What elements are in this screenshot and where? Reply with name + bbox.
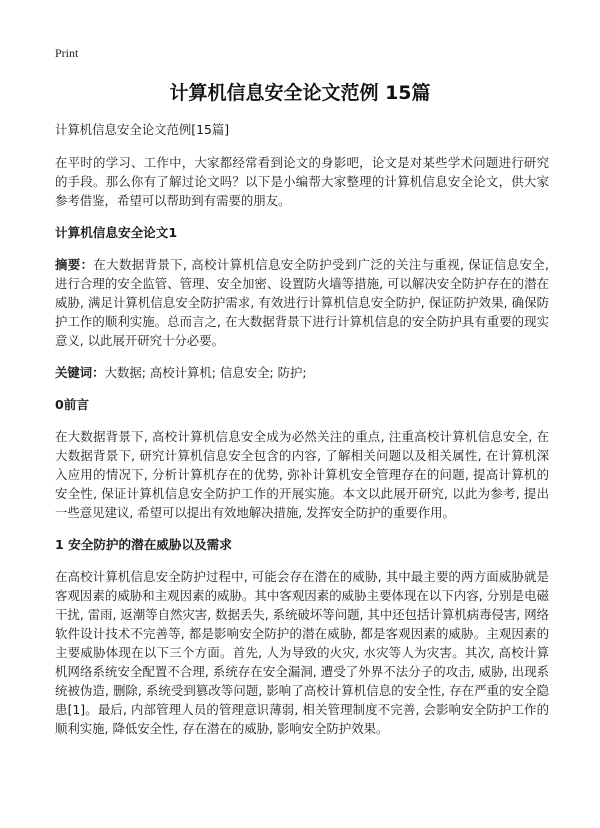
article-subtitle: 计算机信息安全论文范例[15篇] [55, 122, 230, 137]
preface-heading: 0前言 [55, 397, 89, 412]
section-heading: 计算机信息安全论文1 [55, 225, 178, 240]
page-title: 计算机信息安全论文范例 15篇 [169, 82, 431, 104]
keywords-paragraph [55, 363, 549, 382]
intro-paragraph: 在平时的学习、工作中，大家都经常看到论文的身影吧，论文是对某些学术问题进行研究的手段。那么你有了解过论文吗？以下是小编帮大家整理的计算机信息安全论文，供大家参考借鉴，希望可以帮助到有需要的朋友。 [55, 155, 549, 208]
section-paragraph: 在高校计算机信息安全防护过程中, 可能会存在潜在的威胁, 其中最主要的两方面威胁就是客观因素的威胁和主观因素的威胁。其中客观因素的威胁主要体现在以下内容, 分别是电磁干扰, 雷雨, 返潮等自然灾害, 数据丢失, 系统破坏等问题, 其中还包括计算机病毒侵害, 网络软件设计技术不完善等, 都是影响安全防护的潜在威胁, 都是客观因素的威胁。主观因素的主要威胁体现在以下三个方面。首先, 人为导致的火灾, 水灾等人为灾害。其次, 高校计算机网络系统安全配置不合理, 系统存在安全漏洞, 遭受了外界不法分子的攻击, 威胁, 出现系统被伪造, 删除, 系统受到篡改等问题, 影响了高校计算机信息的安全性, 存在严重的安全隐患[1]。最后, 内部管理人员的管理意识薄弱, 相关管理制度不完善, 会影响安全防护工作的顺利实施, 降低安全性, 存在潜在的威胁, 影响安全防护效果。 [55, 569, 549, 736]
abstract-label: 摘要： [55, 257, 94, 272]
keywords-label: 关键词： [55, 365, 105, 380]
article-body [55, 120, 549, 751]
abstract-text: 在大数据背景下, 高校计算机信息安全防护受到广泛的关注与重视, 保证信息安全, 进行合理的安全监管、管理、安全加密、设置防火墙等措施, 可以解决安全防护存在的潜在威胁, 满足计算机信息安全防护需求, 有效进行计算机信息安全防护, 保证防护效果, 确保防护工作的顺利实施。总而言之, 在大数据背景下进行计算机信息的安全防护具有重要的现实意义, 以此展开研究十分必要。 [55, 257, 549, 348]
abstract-paragraph [55, 255, 549, 350]
keywords-text: 大数据; 高校计算机; 信息安全; 防护; [104, 365, 307, 380]
print-link[interactable]: Print [55, 46, 79, 60]
preface-paragraph: 在大数据背景下, 高校计算机信息安全成为必然关注的重点, 注重高校计算机信息安全, 在大数据背景下, 研究计算机信息安全包含的内容, 了解相关问题以及相关属性, 在计算机深入应用的情况下, 分析计算机存在的优势, 弥补计算机安全管理存在的问题, 提高计算机的安全性, 保证计算机信息安全防护工作的开展实施。本文以此展开研究, 以此为参考, 提出一些意见建议, 希望可以提出有效地解决措施, 发挥安全防护的重要作用。 [55, 429, 549, 520]
section-heading: 1 安全防护的潜在威胁以及需求 [55, 537, 232, 552]
